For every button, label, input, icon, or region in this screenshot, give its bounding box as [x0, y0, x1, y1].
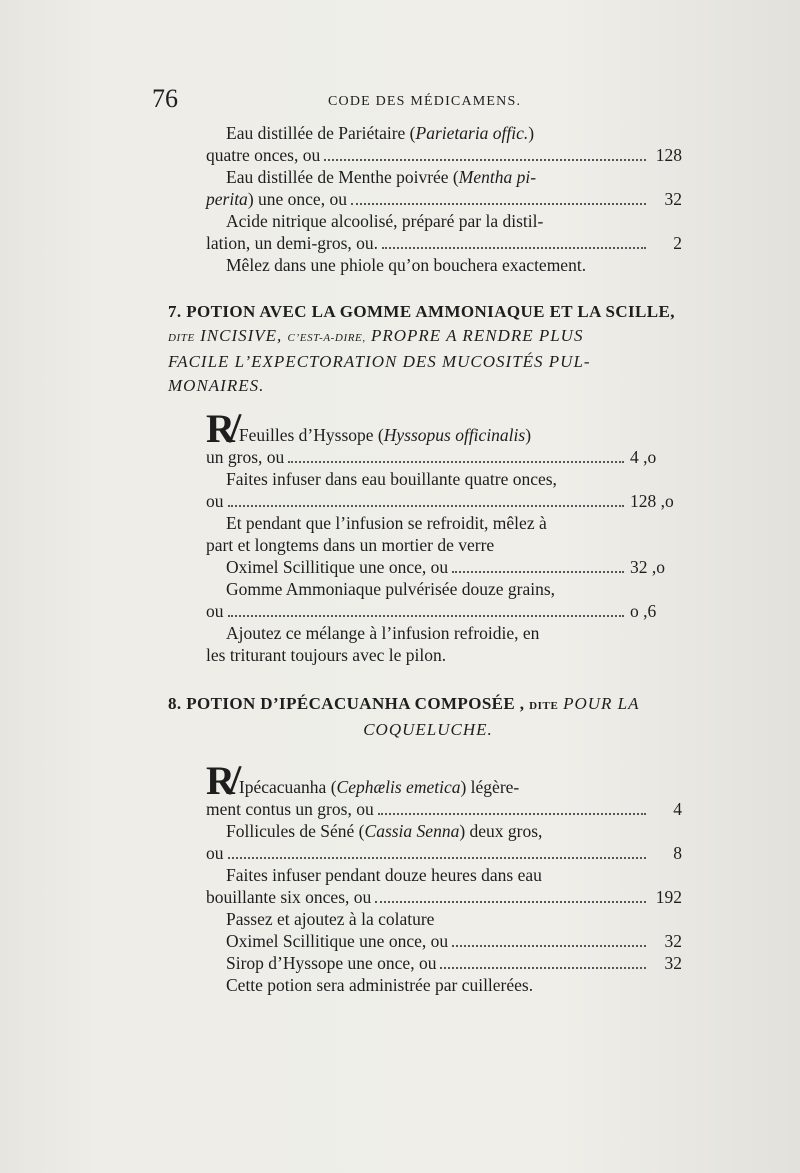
dot-leader	[382, 247, 646, 249]
title-line: 7. POTION AVEC LA GOMME AMMONIAQUE ET LA SCILLE,	[168, 302, 675, 321]
text-line: Et pendant que l’infusion se refroidit, mêlez à	[226, 513, 547, 533]
title-line: MONAIRES.	[168, 376, 265, 395]
ingredient-line: Sirop d’Hyssope une once, ou 32	[226, 953, 682, 973]
text-line: les triturant toujours avec le pilon.	[206, 645, 447, 665]
recipe-line: R̸ Feuilles d’Hyssope (Hyssopus officinalis)	[206, 406, 532, 451]
quantity: 32	[664, 931, 682, 951]
text-line: Eau distillée de Pariétaire (Parietaria offic.)	[226, 123, 535, 143]
section-8-title	[168, 692, 688, 742]
text-line: Eau distillée de Menthe poivrée (Mentha pi-	[226, 167, 537, 187]
dot-leader	[452, 945, 646, 947]
ingredient-line: un gros, ou 4 ,o	[206, 446, 682, 468]
quantity: 32 ,o	[630, 557, 665, 577]
ingredient-line: quatre onces, ou 128	[206, 145, 682, 165]
quantity: 32	[664, 953, 682, 973]
title-line: COQUELUCHE.	[363, 720, 493, 739]
ingredient-line: Oximel Scillitique une once, ou 32 ,o	[206, 556, 682, 578]
title-line: 8. POTION D’IPÉCACUANHA COMPOSÉE , DITE POUR LA	[168, 694, 640, 713]
text-line: Faites infuser dans eau bouillante quatre onces,	[226, 469, 557, 489]
page-header	[152, 84, 692, 120]
quantity: 4	[673, 799, 682, 819]
ingredient-line: Oximel Scillitique une once, ou 32	[226, 931, 682, 951]
text-line: Passez et ajoutez à la colature	[226, 909, 435, 929]
recipe-symbol: R̸	[206, 758, 235, 803]
text-line: Ajoutez ce mélange à l’infusion refroidie, en	[226, 623, 540, 643]
quantity: o ,6	[630, 601, 657, 621]
quantity: 32	[664, 189, 682, 209]
ingredient-line: bouillante six onces, ou 192	[206, 887, 682, 907]
dot-leader	[452, 571, 624, 573]
dot-leader	[228, 615, 625, 617]
ingredient-line: ou 128 ,o	[206, 490, 682, 512]
dot-leader	[324, 159, 646, 161]
dot-leader	[375, 901, 646, 903]
ingredient-line: ment contus un gros, ou 4	[206, 799, 682, 819]
dot-leader	[228, 505, 625, 507]
ingredient-line: perita) une once, ou 32	[206, 189, 682, 209]
dot-leader	[440, 967, 646, 969]
recipe-symbol: R̸	[206, 406, 235, 451]
section-7-title	[168, 300, 688, 398]
running-title: CODE DES MÉDICAMENS.	[328, 94, 522, 109]
quantity: 2	[673, 233, 682, 253]
dot-leader	[378, 813, 646, 815]
quantity: 192	[655, 887, 682, 907]
dot-leader	[228, 857, 647, 859]
text-line: Faites infuser pendant douze heures dans eau	[226, 865, 542, 885]
quantity: 8	[673, 843, 682, 863]
text-line: Follicules de Séné (Cassia Senna) deux gros,	[226, 821, 543, 841]
text-line: Gomme Ammoniaque pulvérisée douze grains,	[226, 579, 556, 599]
quantity: 4 ,o	[630, 447, 657, 467]
page-number: 76	[152, 84, 178, 113]
dot-leader	[288, 461, 624, 463]
title-line: FACILE L’EXPECTORATION DES MUCOSITÉS PUL-	[168, 352, 591, 371]
ingredient-line: lation, un demi-gros, ou. 2	[206, 233, 682, 253]
text-line: Mêlez dans une phiole qu’on bouchera exactement.	[226, 255, 587, 275]
recipe-line: R̸ Ipécacuanha (Cephælis emetica) légère-	[206, 758, 520, 803]
quantity: 128	[655, 145, 682, 165]
text-line: Cette potion sera administrée par cuillerées.	[226, 975, 534, 995]
ingredient-line: ou o ,6	[206, 600, 682, 622]
page-content	[168, 122, 682, 996]
ingredient-line: ou 8	[206, 843, 682, 863]
title-line: DITE INCISIVE, C’EST-A-DIRE, PROPRE A RENDRE PLUS	[168, 326, 584, 345]
text-line: part et longtems dans un mortier de verre	[206, 535, 495, 555]
text-line: Acide nitrique alcoolisé, préparé par la distil-	[226, 211, 544, 231]
quantity: 128 ,o	[630, 491, 674, 511]
dot-leader	[351, 203, 646, 205]
